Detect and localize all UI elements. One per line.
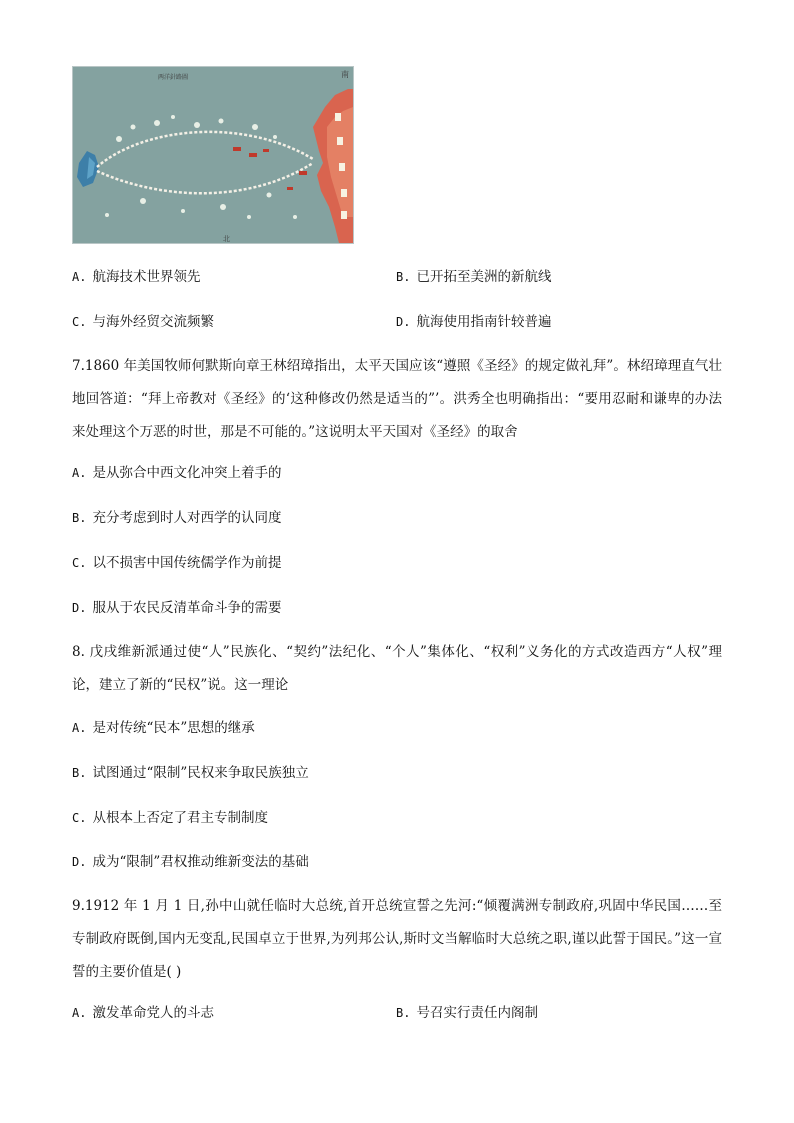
option-text: 是从弥合中西文化冲突上着手的 (92, 465, 282, 481)
option-letter: C. (72, 811, 87, 825)
q8-option-a[interactable] (72, 718, 255, 738)
q7-option-a[interactable] (72, 463, 281, 483)
option-text: 航海技术世界领先 (92, 269, 201, 285)
q8-option-d[interactable] (72, 852, 309, 872)
sea-route-map-illustration (73, 67, 353, 243)
option-letter: D. (396, 315, 411, 329)
q8-option-c[interactable] (72, 808, 268, 828)
option-letter: C. (72, 556, 87, 570)
option-letter: C. (72, 315, 87, 329)
map-direction-south: 南 (341, 70, 349, 79)
q7-option-b[interactable] (72, 508, 281, 528)
q7-option-c[interactable] (72, 553, 281, 573)
q6-option-c[interactable] (72, 312, 214, 332)
q7-option-d[interactable] (72, 598, 281, 618)
option-letter: B. (72, 766, 87, 780)
q6-option-b[interactable] (396, 267, 551, 287)
ancient-sea-route-map-image (72, 66, 354, 244)
option-text: 成为“限制”君权推动维新变法的基础 (92, 854, 309, 870)
option-letter: B. (396, 1006, 411, 1020)
option-text: 充分考虑到时人对西学的认同度 (92, 510, 282, 526)
q6-option-d[interactable] (396, 312, 551, 332)
q9-stem: 9.1912 年 1 月 1 日,孙中山就任临时大总统,首开总统宣誓之先河:“倾覆满洲专制政府,巩固中华民国……至专制政府既倒,国内无变乱,民国卓立于世界,为列邦公认,斯时文当解临时大总统之职,谨以此誓于国民。”这一宣誓的主要价值是( ) (72, 898, 722, 980)
option-text: 以不损害中国传统儒学作为前提 (92, 555, 282, 571)
q7-stem: 7.1860 年美国牧师何默斯向章王林绍璋指出，太平天国应该“遵照《圣经》的规定做礼拜”。林绍璋理直气壮地回答道：“拜上帝教对《圣经》的‘这种修改仍然是适当的”’。洪秀全也明确指出：“要用忍耐和谦卑的办法来处理这个万恶的时世，那是不可能的。”这说明太平天国对《圣经》的取舍 (72, 358, 722, 440)
q8-stem: 8. 戊戌维新派通过使“人”民族化、“契约”法纪化、“个人”集体化、“权利”义务化的方式改造西方“人权”理论，建立了新的“民权”说。这一理论 (72, 644, 722, 693)
option-letter: D. (72, 601, 87, 615)
option-letter: D. (72, 855, 87, 869)
q9-option-a[interactable] (72, 1003, 214, 1023)
option-text: 激发革命党人的斗志 (92, 1005, 214, 1021)
option-text: 已开拓至美洲的新航线 (416, 269, 552, 285)
option-text: 号召实行责任内阁制 (416, 1005, 538, 1021)
option-text: 服从于农民反清革命斗争的需要 (92, 600, 282, 616)
option-text: 与海外经贸交流频繁 (92, 314, 214, 330)
option-text: 从根本上否定了君主专制制度 (92, 810, 268, 826)
map-title: 两洋針路圖 (158, 74, 189, 81)
option-letter: A. (72, 466, 87, 480)
option-letter: B. (396, 270, 411, 284)
option-text: 试图通过“限制”民权来争取民族独立 (92, 765, 309, 781)
option-letter: B. (72, 511, 87, 525)
q6-option-a[interactable] (72, 267, 200, 287)
q8-option-b[interactable] (72, 763, 309, 783)
option-letter: A. (72, 270, 87, 284)
option-letter: A. (72, 1006, 87, 1020)
q9-option-b[interactable] (396, 1003, 538, 1023)
option-text: 航海使用指南针较普遍 (416, 314, 552, 330)
map-direction-north: 北 (223, 235, 230, 243)
option-letter: A. (72, 721, 87, 735)
option-text: 是对传统“民本”思想的继承 (92, 720, 255, 736)
